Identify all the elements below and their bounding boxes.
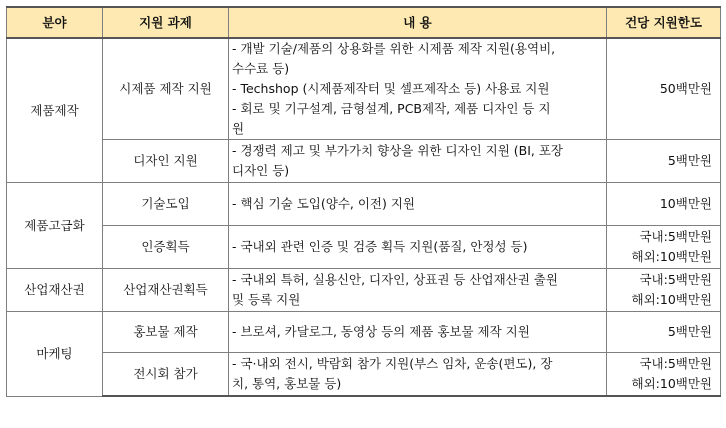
table-row (7, 312, 721, 353)
limit-cell (607, 140, 721, 183)
task-cell: 시제품 제작 지원 (103, 38, 229, 140)
limit-line: 10백만원 (659, 196, 712, 211)
limit-cell (607, 353, 721, 397)
content-line: 치, 통역, 홍보물 등) (232, 376, 342, 391)
content-line: - 국내외 관련 인증 및 검증 획득 지원(품질, 안정성 등) (232, 239, 528, 254)
content-line: - 핵심 기술 도입(양수, 이전) 지원 (232, 196, 416, 211)
content-cell (229, 353, 607, 397)
content-line: 수수료 등) (232, 61, 290, 76)
header-row (7, 7, 721, 38)
limit-cell (607, 226, 721, 269)
limit-line: 국내:5백만원 (639, 356, 712, 371)
table-row (7, 38, 721, 140)
task-cell: 전시회 참가 (103, 353, 229, 397)
table-row (7, 269, 721, 312)
content-line: - 브로셔, 카달로그, 동영상 등의 제품 홍보물 제작 지원 (232, 324, 530, 339)
table-row (7, 226, 721, 269)
task-cell: 디자인 지원 (103, 140, 229, 183)
limit-line: 국내:5백만원 (639, 272, 712, 287)
content-cell (229, 38, 607, 140)
content-line: - 국내외 특허, 실용신안, 디자인, 상표권 등 산업재산권 출원 (232, 272, 558, 287)
table-row (7, 183, 721, 226)
limit-line: 5백만원 (667, 324, 712, 339)
content-line: - 회로 및 기구설계, 금형설계, PCB제작, 제품 디자인 등 지 (232, 101, 551, 116)
limit-line: 5백만원 (667, 153, 712, 168)
content-line: 원 (232, 121, 245, 136)
content-line: 디자인 등) (232, 163, 290, 178)
area-cell: 마케팅 (7, 312, 103, 397)
content-line: - 경쟁력 제고 및 부가가치 향상을 위한 디자인 지원 (BI, 포장 (232, 143, 564, 158)
header-area: 분야 (7, 7, 103, 38)
content-cell (229, 226, 607, 269)
limit-line: 해외:10백만원 (631, 292, 712, 307)
task-cell: 산업재산권획득 (103, 269, 229, 312)
limit-cell (607, 312, 721, 353)
support-table (6, 6, 721, 397)
support-table-container (6, 6, 721, 397)
task-cell: 홍보물 제작 (103, 312, 229, 353)
content-cell (229, 140, 607, 183)
content-line: - 국·내외 전시, 박람회 참가 지원(부스 임차, 운송(편도), 장 (232, 356, 553, 371)
limit-line: 해외:10백만원 (631, 249, 712, 264)
limit-cell (607, 183, 721, 226)
limit-line: 국내:5백만원 (639, 229, 712, 244)
limit-line: 50백만원 (659, 81, 712, 96)
content-cell (229, 269, 607, 312)
limit-cell (607, 38, 721, 140)
content-line: - Techshop (시제품제작터 및 셀프제작소 등) 사용료 지원 (232, 81, 550, 96)
header-content: 내 용 (229, 7, 607, 38)
content-cell (229, 312, 607, 353)
header-task: 지원 과제 (103, 7, 229, 38)
task-cell: 인증획득 (103, 226, 229, 269)
limit-line: 해외:10백만원 (631, 376, 712, 391)
task-cell: 기술도입 (103, 183, 229, 226)
area-cell: 제품고급화 (7, 183, 103, 269)
content-cell (229, 183, 607, 226)
header-limit: 건당 지원한도 (607, 7, 721, 38)
limit-cell (607, 269, 721, 312)
table-row (7, 140, 721, 183)
content-line: - 개발 기술/제품의 상용화를 위한 시제품 제작 지원(용역비, (232, 41, 556, 56)
area-cell: 제품제작 (7, 38, 103, 183)
table-row (7, 353, 721, 397)
content-line: 및 등록 지원 (232, 292, 301, 307)
area-cell: 산업재산권 (7, 269, 103, 312)
